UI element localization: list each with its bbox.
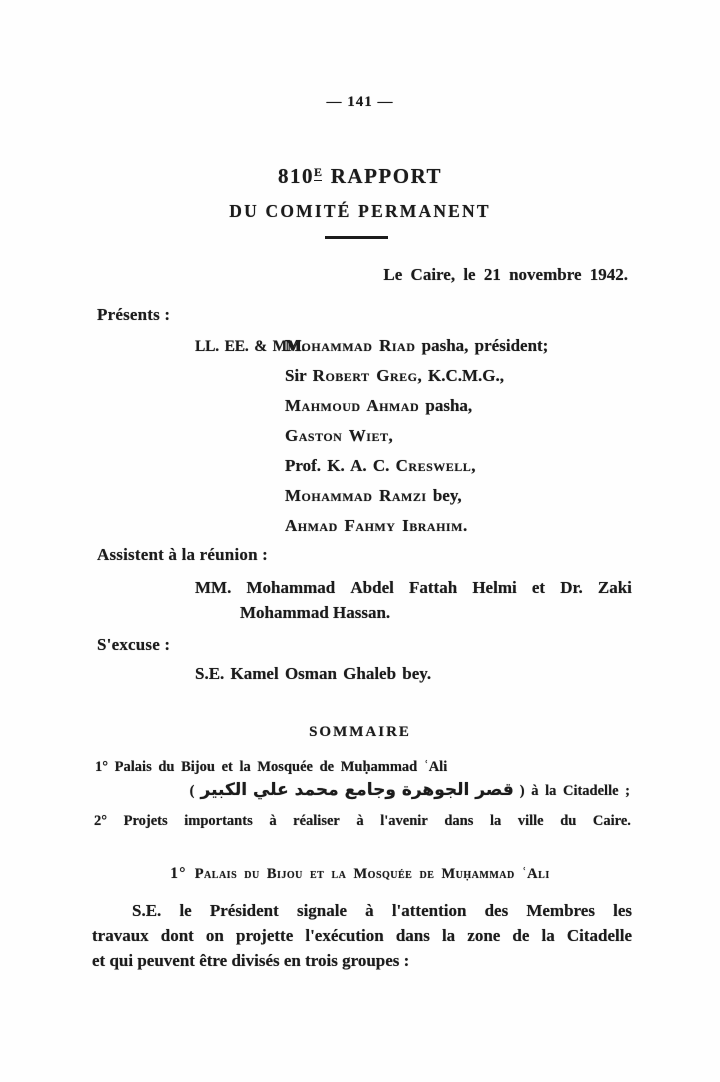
attendee-name: Ahmad Fahmy Ibrahim <box>285 516 463 535</box>
attendee-prefix: Prof. K. A. C. <box>285 456 396 475</box>
presents-label: Présents : <box>97 305 171 324</box>
assistants-line-2: Mohammad Hassan. <box>240 603 391 622</box>
section-number: 1° <box>170 865 195 882</box>
word: Helmi <box>472 578 517 597</box>
sommaire-heading: SOMMAIRE <box>309 724 411 740</box>
section-title: Palais du Bijou et la Mosquée de Muḥammad ʿAli <box>194 866 550 882</box>
attendee-row <box>285 481 504 511</box>
report-title <box>0 164 720 189</box>
attendee-row <box>285 361 504 391</box>
paragraph-line: travaux dont on projette l'exécution dans la zone de la Citadelle <box>92 925 632 945</box>
report-number: 810 <box>277 164 314 188</box>
attendee-name: Mahmoud Ahmad <box>285 396 420 415</box>
word: Zaki <box>597 578 632 597</box>
word: l'avenir <box>380 813 428 829</box>
word: à <box>356 813 364 829</box>
word: Fattah <box>409 578 458 597</box>
sommaire-item-2 <box>94 813 631 830</box>
word: Abdel <box>350 578 394 597</box>
attendee-row <box>285 391 504 421</box>
attendee-name: Gaston Wiet <box>285 426 389 445</box>
attendee-suffix: , <box>388 426 393 445</box>
excuse-label: S'excuse : <box>97 635 171 654</box>
word: importants <box>184 813 253 829</box>
attendee-suffix: . <box>462 516 468 535</box>
attendee-list <box>285 361 504 541</box>
title-rule <box>325 236 388 239</box>
attendee-name: Creswell <box>395 456 472 475</box>
attendee-row <box>285 421 504 451</box>
attendee-suffix: , <box>471 456 476 475</box>
report-subtitle: DU COMITÉ PERMANENT <box>229 201 491 221</box>
attendee-row <box>285 511 504 541</box>
attendee-name: Mohammad Ramzi <box>285 486 427 505</box>
attendee-suffix: , K.C.M.G., <box>417 366 505 385</box>
page-number: — 141 — <box>326 94 394 110</box>
attendee-suffix: pasha, président; <box>415 336 549 355</box>
citadelle-text: ) à la Citadelle ; <box>519 783 630 799</box>
attendee-suffix: pasha, <box>419 396 473 415</box>
attendee-suffix: bey, <box>426 486 462 505</box>
dateline: Le Caire, le 21 novembre 1942. <box>383 265 628 284</box>
word: Projets <box>123 813 168 829</box>
attendee-prefix: Sir <box>285 366 313 385</box>
word: du <box>560 813 577 829</box>
word: Dr. <box>560 578 583 597</box>
attendee-name: Mohammad Riad <box>285 336 416 355</box>
body-paragraph <box>92 899 632 973</box>
report-number-ordinal-sup: E <box>313 165 322 179</box>
sommaire-item-1-arabic-line <box>0 780 630 800</box>
word: Mohammad <box>246 578 336 597</box>
attendee-row-president <box>195 331 548 362</box>
paren-open: ( <box>189 783 195 799</box>
paragraph-line: et qui peuvent être divisés en trois groupes : <box>92 950 410 970</box>
word: dans <box>444 813 474 829</box>
assistants-line-1 <box>195 574 632 602</box>
attendee-intro: LL. EE. & MM. <box>195 338 306 355</box>
section-heading <box>0 865 720 883</box>
arabic-title: قصر الجوهرة وجامع محمد علي الكبير <box>200 780 514 800</box>
word: à <box>269 813 277 829</box>
word: MM. <box>195 578 232 597</box>
word: réaliser <box>293 813 340 829</box>
word: 2° <box>94 813 108 829</box>
word: Caire. <box>592 813 631 829</box>
paragraph-line: S.E. le Président signale à l'attention des Membres les <box>132 901 632 920</box>
sommaire-item-1: 1° Palais du Bijou et la Mosquée de Muḥammad ʿAli <box>95 759 448 775</box>
report-title-word: RAPPORT <box>330 164 443 188</box>
word: et <box>531 578 546 597</box>
attendee-name: Robert Greg <box>312 366 418 385</box>
attendee-row <box>285 451 504 481</box>
word: la <box>489 813 502 829</box>
assistants-label: Assistent à la réunion : <box>97 545 269 564</box>
word: ville <box>517 813 544 829</box>
excused-person: S.E. Kamel Osman Ghaleb bey. <box>195 664 432 683</box>
